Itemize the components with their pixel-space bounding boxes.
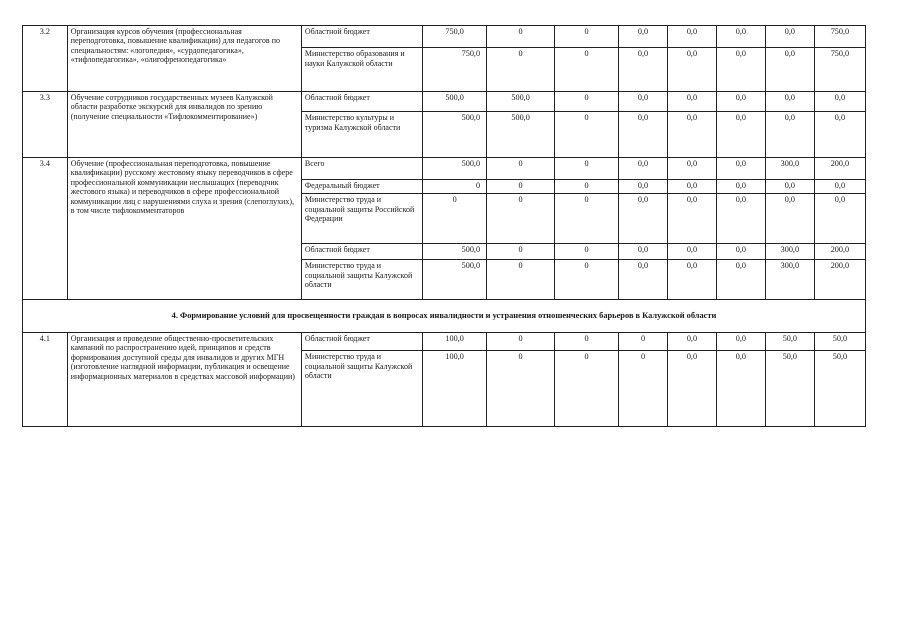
amount-cell: 0,0: [765, 180, 814, 194]
amount-cell: 500,0: [423, 92, 487, 112]
amount-cell: 0,0: [765, 194, 814, 244]
amount-cell: 0: [487, 333, 555, 351]
funding-source: Областной бюджет: [301, 92, 422, 112]
amount-cell: 0: [423, 194, 487, 244]
amount-cell: 0: [487, 351, 555, 427]
amount-cell: 0,0: [619, 180, 668, 194]
amount-cell: 0: [555, 351, 619, 427]
amount-cell: 0,0: [814, 92, 865, 112]
amount-cell: 750,0: [814, 26, 865, 48]
amount-cell: 500,0: [423, 260, 487, 300]
item-number: 3.4: [23, 158, 68, 300]
amount-cell: 500,0: [423, 158, 487, 180]
amount-cell: 0,0: [619, 26, 668, 48]
amount-cell: 0,0: [716, 158, 765, 180]
amount-cell: 300,0: [765, 244, 814, 260]
amount-cell: 300,0: [765, 158, 814, 180]
funding-source: Всего: [301, 158, 422, 180]
amount-cell: 750,0: [423, 26, 487, 48]
amount-cell: 0,0: [667, 26, 716, 48]
budget-table: [22, 25, 866, 427]
amount-cell: 0: [555, 260, 619, 300]
amount-cell: 0,0: [667, 180, 716, 194]
event-description: Обучение (профессиональная переподготовка, повышение квалификации) русскому жестовому языку переводчиков в сфере профессиональной коммуникации неслышащих (переводчик жестового языка) и переводчиков в сфере профессиональной коммуникации лиц с нарушениями слуха и зрения (слепоглухих), в том числе тифлокомментаторов: [67, 158, 301, 300]
funding-source: Министерство образования и науки Калужской области: [301, 48, 422, 92]
amount-cell: 0,0: [716, 26, 765, 48]
event-description: Организация и проведение общественно-просветительских кампаний по распространению идей, принципов и средств формирования доступной среды для инвалидов и других МГН (изготовление наглядной информации, публикация и освещение информационных материалов в средствах массовой информации): [67, 333, 301, 427]
amount-cell: 50,0: [814, 333, 865, 351]
item-number: 3.3: [23, 92, 68, 158]
item-number: 4.1: [23, 333, 68, 427]
amount-cell: 0,0: [814, 180, 865, 194]
funding-source: Областной бюджет: [301, 244, 422, 260]
table-row: [23, 333, 866, 351]
amount-cell: 0: [487, 158, 555, 180]
amount-cell: 500,0: [487, 112, 555, 158]
amount-cell: 750,0: [423, 48, 487, 92]
amount-cell: 0,0: [814, 112, 865, 158]
amount-cell: 0,0: [716, 112, 765, 158]
section-title: 4. Формирование условий для просвещенности граждан в вопросах инвалидности и устранения отношенческих барьеров в Калужской области: [23, 300, 866, 333]
amount-cell: 0,0: [667, 92, 716, 112]
amount-cell: 500,0: [487, 92, 555, 112]
amount-cell: 0: [555, 48, 619, 92]
funding-source: Областной бюджет: [301, 333, 422, 351]
amount-cell: 0,0: [667, 351, 716, 427]
amount-cell: 0,0: [765, 92, 814, 112]
item-number: 3.2: [23, 26, 68, 92]
amount-cell: 50,0: [765, 351, 814, 427]
section-header-row: [23, 300, 866, 333]
amount-cell: 0,0: [765, 48, 814, 92]
funding-source: Федеральный бюджет: [301, 180, 422, 194]
amount-cell: 300,0: [765, 260, 814, 300]
amount-cell: 0,0: [667, 333, 716, 351]
amount-cell: 0,0: [619, 112, 668, 158]
amount-cell: 0,0: [716, 180, 765, 194]
amount-cell: 0,0: [619, 244, 668, 260]
amount-cell: 0,0: [716, 48, 765, 92]
amount-cell: 500,0: [423, 112, 487, 158]
amount-cell: 0,0: [716, 260, 765, 300]
amount-cell: 100,0: [423, 333, 487, 351]
amount-cell: 50,0: [765, 333, 814, 351]
funding-source: Министерство труда и социальной защиты Калужской области: [301, 260, 422, 300]
amount-cell: 0: [555, 180, 619, 194]
amount-cell: 0,0: [716, 351, 765, 427]
amount-cell: 0: [555, 244, 619, 260]
amount-cell: 0,0: [765, 26, 814, 48]
funding-source: Областной бюджет: [301, 26, 422, 48]
funding-source: Министерство культуры и туризма Калужской области: [301, 112, 422, 158]
amount-cell: 0: [487, 180, 555, 194]
amount-cell: 50,0: [814, 351, 865, 427]
amount-cell: 0,0: [619, 48, 668, 92]
amount-cell: 0,0: [619, 92, 668, 112]
amount-cell: 0,0: [716, 244, 765, 260]
amount-cell: 0,0: [619, 260, 668, 300]
amount-cell: 0: [619, 333, 668, 351]
amount-cell: 0: [487, 260, 555, 300]
amount-cell: 0,0: [814, 194, 865, 244]
table-row: [23, 26, 866, 48]
event-description: Обучение сотрудников государственных музеев Калужской области разработке экскурсий для инвалидов по зрению (получение специальности «Тифлокомментирование»): [67, 92, 301, 158]
amount-cell: 0: [555, 158, 619, 180]
amount-cell: 500,0: [423, 244, 487, 260]
amount-cell: 0: [555, 26, 619, 48]
amount-cell: 200,0: [814, 158, 865, 180]
amount-cell: 0,0: [667, 48, 716, 92]
amount-cell: 750,0: [814, 48, 865, 92]
amount-cell: 0,0: [667, 244, 716, 260]
amount-cell: 0,0: [765, 112, 814, 158]
funding-source: Министерство труда и социальной защиты Российской Федерации: [301, 194, 422, 244]
table-row: [23, 158, 866, 180]
amount-cell: 0,0: [716, 333, 765, 351]
amount-cell: 0,0: [667, 158, 716, 180]
amount-cell: 0: [555, 92, 619, 112]
amount-cell: 0: [555, 333, 619, 351]
amount-cell: 100,0: [423, 351, 487, 427]
amount-cell: 0,0: [667, 260, 716, 300]
funding-source: Министерство труда и социальной защиты Калужской области: [301, 351, 422, 427]
amount-cell: 0,0: [667, 194, 716, 244]
event-description: Организация курсов обучения (профессиональная переподготовка, повышение квалификации) для педагогов по специальностям: «логопедия», «сурдопедагогика», «тифлопедагогика», «олигофренопедагогика»: [67, 26, 301, 92]
amount-cell: 0,0: [667, 112, 716, 158]
amount-cell: 200,0: [814, 260, 865, 300]
amount-cell: 200,0: [814, 244, 865, 260]
amount-cell: 0: [423, 180, 487, 194]
amount-cell: 0,0: [619, 194, 668, 244]
amount-cell: 0: [619, 351, 668, 427]
amount-cell: 0: [487, 26, 555, 48]
amount-cell: 0,0: [716, 92, 765, 112]
amount-cell: 0,0: [716, 194, 765, 244]
amount-cell: 0: [487, 194, 555, 244]
amount-cell: 0: [555, 194, 619, 244]
table-row: [23, 92, 866, 112]
amount-cell: 0: [555, 112, 619, 158]
amount-cell: 0,0: [619, 158, 668, 180]
amount-cell: 0: [487, 244, 555, 260]
amount-cell: 0: [487, 48, 555, 92]
